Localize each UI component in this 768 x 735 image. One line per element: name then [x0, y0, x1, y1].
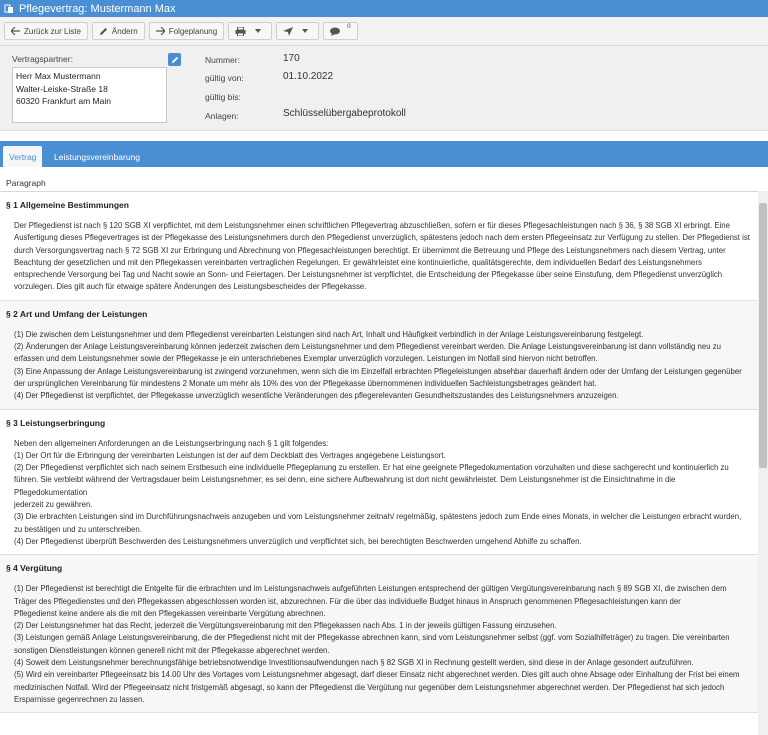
vertical-scrollbar[interactable]	[758, 191, 768, 735]
comments-count-badge: 0	[347, 24, 351, 30]
paragraph-text: (2) Der Pflegedienst verpflichtet sich nach seinem Erstbesuch eine individuelle Pflegeplanung zu erstellen. Er hat eine geeignete Pflegedokumentation vorzuhalten und diese sachgerecht und kontinuierlich zu führen. Sie verbleibt während der Vertragsdauer beim Leistungsnehmer; es sei denn, eine sichere Aufbewahrung ist dort nicht gewährleistet. Dem Leistungsnehmer ist die Einsichtnahme in die Pflegedokumentation	[14, 463, 729, 497]
paragraph-title: § 4 Vergütung	[6, 563, 63, 574]
paragraph-text: (5) Wird ein vereinbarter Pflegeeinsatz bis 14.00 Uhr des Vortages vom Leistungsnehmer abgesagt, darf dieser Einsatz nicht abgerechnet werden. Dies gilt auch ohne Absage oder Einhaltung der Frist bei einem medizinischen Notfall. Wird der Pflegeeinsatz nicht fristgemäß abgesagt, so kann der Pflegedienst die Vergütung nur gegenüber dem Leistungsnehmer abgerechnet werden. Der Pflegedienst hat sich jedoch Ersparnisse gegenrechnen zu lassen.	[14, 670, 740, 704]
gueltig-von-label: gültig von:	[205, 73, 244, 83]
paragraph-text: (2) Der Leistungsnehmer hat das Recht, jederzeit die Vergütungsvereinbarung mit den Pflegekassen nach Abs. 1 in der jeweils gültigen Fassung einzusehen.	[14, 621, 557, 631]
toolbar	[0, 17, 768, 46]
edit-label: Ändern	[111, 26, 138, 36]
paragraph-body	[0, 210, 758, 300]
paragraph-row[interactable]	[0, 410, 758, 556]
arrow-left-icon	[11, 27, 20, 35]
partner-line: Walter-Leiske-Straße 18	[16, 83, 108, 94]
paragraph-column-header[interactable]	[0, 175, 758, 192]
tab-leistungsvereinbarung[interactable]: Leistungsvereinbarung	[54, 151, 141, 162]
paragraph-row[interactable]	[0, 301, 758, 410]
paragraph-text: Pflegedienst keine andere als die mit den Pflegekassen vereinbarte Vergütung abrechnen.	[14, 608, 326, 618]
edit-button[interactable]	[92, 22, 145, 40]
paragraph-text: (4) Soweit dem Leistungsnehmer berechnungsfähige betriebsnotwendige Investitionsaufwendungen nach § 82 SGB XI in Rechnung gestellt werden, sind diese in der Anlage gesondert aufzuführen.	[14, 658, 694, 668]
paragraph-text: (1) Die zwischen dem Leistungsnehmer und dem Pflegedienst vereinbarten Leistungen sind nach Art, Inhalt und Häufigkeit verbindlich in der Anlage Leistungsvereinbarung festgelegt.	[14, 329, 644, 339]
follow-planning-label: Folgeplanung	[168, 26, 218, 36]
nummer-value: 170	[283, 53, 300, 64]
contract-icon	[4, 4, 14, 14]
gueltig-von-value: 01.10.2022	[283, 71, 334, 82]
scrollbar-thumb[interactable]	[759, 203, 767, 468]
send-menu-button[interactable]	[276, 22, 319, 40]
paragraph-text: (4) Der Pflegedienst ist verpflichtet, der Pflegekasse unverzüglich wesentliche Veränderungen des pflegerelevanten Gesundheitszustandes des Leistungsnehmers anzuzeigen.	[14, 391, 619, 401]
back-to-list-label: Zurück zur Liste	[24, 26, 81, 36]
paragraph-body	[0, 319, 758, 409]
paragraph-body	[0, 428, 758, 555]
partner-line: Herr Max Mustermann	[16, 71, 101, 81]
paragraph-text: (2) Änderungen der Anlage Leistungsvereinbarung können jederzeit zwischen dem Leistungsnehmer und dem Pflegedienst vereinbart werden. Die Anlage Leistungsvereinbarung ist dann vollständig neu zu erfassen und dem Leistungsnehmer sowie der Pflegekasse je ein unterschriebenes Exemplar unverzüglich vorzulegen. Leistungen im Notfall sind hiervon nicht betroffen.	[14, 342, 721, 364]
chevron-down-icon	[255, 29, 261, 33]
paragraph-title: § 3 Leistungserbringung	[6, 417, 106, 428]
printer-icon	[235, 27, 246, 36]
edit-partner-button[interactable]	[168, 53, 181, 66]
window-titlebar	[0, 0, 768, 17]
partner-label: Vertragspartner:	[12, 54, 73, 64]
paper-plane-icon	[283, 27, 293, 36]
paragraph-text: Der Pflegedienst ist nach § 120 SGB XI verpflichtet, mit dem Leistungsnehmer einen schriftlichen Pflegevertrag abzuschließen, sofern er für dieses Pflegesachleistungen nach § 36, § 38 SGB XI erbringt. Eine Ausfertigung dieses Pflegevertrages ist der Pflegekasse des Leistungsnehmers durch den Pflegedienst unverzüglich, spätestens jedoch nach dem ersten Pflegeeinsatz zur Verfügung zu stellen. Der Pflegedienst ist durch Versorgungsvertrag nach § 72 SGB XI zur Erbringung und Abrechnung von Pflegesachleistungen berechtigt. Er übernimmt die Betreuung und Pflege des Leistungsnehmers nach diesem Vertrag, unter Beachtung der gesetzlichen und mit den Pflegekassen vereinbarten vertraglichen Regelungen. Er gewährleistet eine kontinuierliche, qualitätsgerechte, dem individuellen Bedarf des Leistungsnehmers entsprechende Versorgung bei Tag und Nacht sowie an Sonn- und Feiertagen. Der Leistungsnehmer ist verpflichtet, die Entscheidung der Pflegekasse über seine Einstufung, dem Pflegedienst unverzüglich vorzulegen. Dies gilt auch für etwaige spätere Änderungen des Leistungsbescheides der Pflegekasse.	[14, 221, 750, 292]
paragraph-text: (4) Der Pflegedienst überprüft Beschwerden des Leistungsnehmers unverzüglich und verpflichtet sich, bei berechtigten Beschwerden umgehend Abhilfe zu schaffen.	[14, 536, 582, 546]
partner-address-box	[12, 67, 167, 123]
paragraph-title: § 2 Art und Umfang der Leistungen	[6, 308, 148, 319]
paragraph-text: Neben den allgemeinen Anforderungen an die Leistungserbringung nach § 1 gilt folgendes:	[14, 438, 329, 448]
paragraph-text: (3) Leistungen gemäß Anlage Leistungsvereinbarung, die der Pflegedienst nicht mit der Pflegekasse abrechnen kann, sind vom Leistungsnehmer selbst (ggf. vom Sozialhilfeträger) zu tragen. Die vereinbarten sonstigen Dienstleistungen können generell nicht mit der Pflegekasse abgerechnet werden.	[14, 633, 730, 655]
print-menu-button[interactable]	[228, 22, 272, 40]
anlagen-link[interactable]: Schlüsselübergabeprotokoll	[283, 108, 406, 119]
paragraph-list	[0, 192, 758, 735]
paragraph-text: (1) Der Pflegedienst ist berechtigt die Entgelte für die erbrachten und im Leistungsnachweis aufgeführten Leistungen entsprechend der gültigen Vergütungsvereinbarung nach § 89 SGB XI, die zwischen dem Träger des Pflegedienstes und den Pflegekassen abgeschlossen worden ist, abzurechnen. Für die über das individuelle Budget hinaus in Anspruch genommenen Pflegesachleistungen kann der	[14, 584, 727, 606]
paragraph-body	[0, 573, 758, 712]
gueltig-bis-label: gültig bis:	[205, 92, 241, 102]
paragraph-row[interactable]	[0, 555, 758, 713]
nummer-label: Nummer:	[205, 55, 240, 65]
arrow-right-icon	[156, 27, 165, 35]
tab-bar	[0, 141, 768, 167]
window-title: Pflegevertrag: Mustermann Max	[19, 2, 176, 15]
anlagen-label: Anlagen:	[205, 111, 239, 121]
paragraph-title: § 1 Allgemeine Bestimmungen	[6, 200, 129, 210]
paragraph-column-label: Paragraph	[6, 178, 46, 188]
comments-button[interactable]	[323, 22, 357, 40]
partner-line: 60320 Frankfurt am Main	[16, 96, 111, 106]
comments-icon	[330, 27, 342, 36]
pencil-icon	[99, 27, 108, 36]
contract-header	[0, 46, 768, 131]
back-to-list-button[interactable]	[4, 22, 88, 40]
paragraph-text: (1) Der Ort für die Erbringung der vereinbarten Leistungen ist der auf dem Deckblatt des Vertrages angegebene Leistungsort.	[14, 450, 446, 460]
paragraph-row[interactable]	[0, 192, 758, 301]
chevron-down-icon	[302, 29, 308, 33]
pencil-icon	[171, 56, 179, 64]
follow-planning-button[interactable]	[149, 22, 224, 40]
paragraph-text: (3) Eine Anpassung der Anlage Leistungsvereinbarung ist zwingend vorzunehmen, wenn sich die im Einzelfall erbrachten Pflegeleistungen absehbar dauerhaft ändern oder der Umfang der Leistungen gegenüber der ursprünglichen Vereinbarung für mindestens 2 Monate um mehr als 10% des von der Pflegekasse übernommenen individuellen Sachleistungsbetrages geändert hat.	[14, 366, 742, 388]
paragraph-text: jederzeit zu gewähren.	[14, 500, 93, 510]
tab-vertrag[interactable]: Vertrag	[3, 146, 42, 167]
paragraph-text: (3) Die erbrachten Leistungen sind im Durchführungsnachweis anzugeben und vom Leistungsnehmer zeitnah/ regelmäßig, spätestens jedoch zum Ende eines Monats, in welcher die Leistungen erbracht wurden, zu bestätigen und zu unterschreiben.	[14, 512, 742, 534]
